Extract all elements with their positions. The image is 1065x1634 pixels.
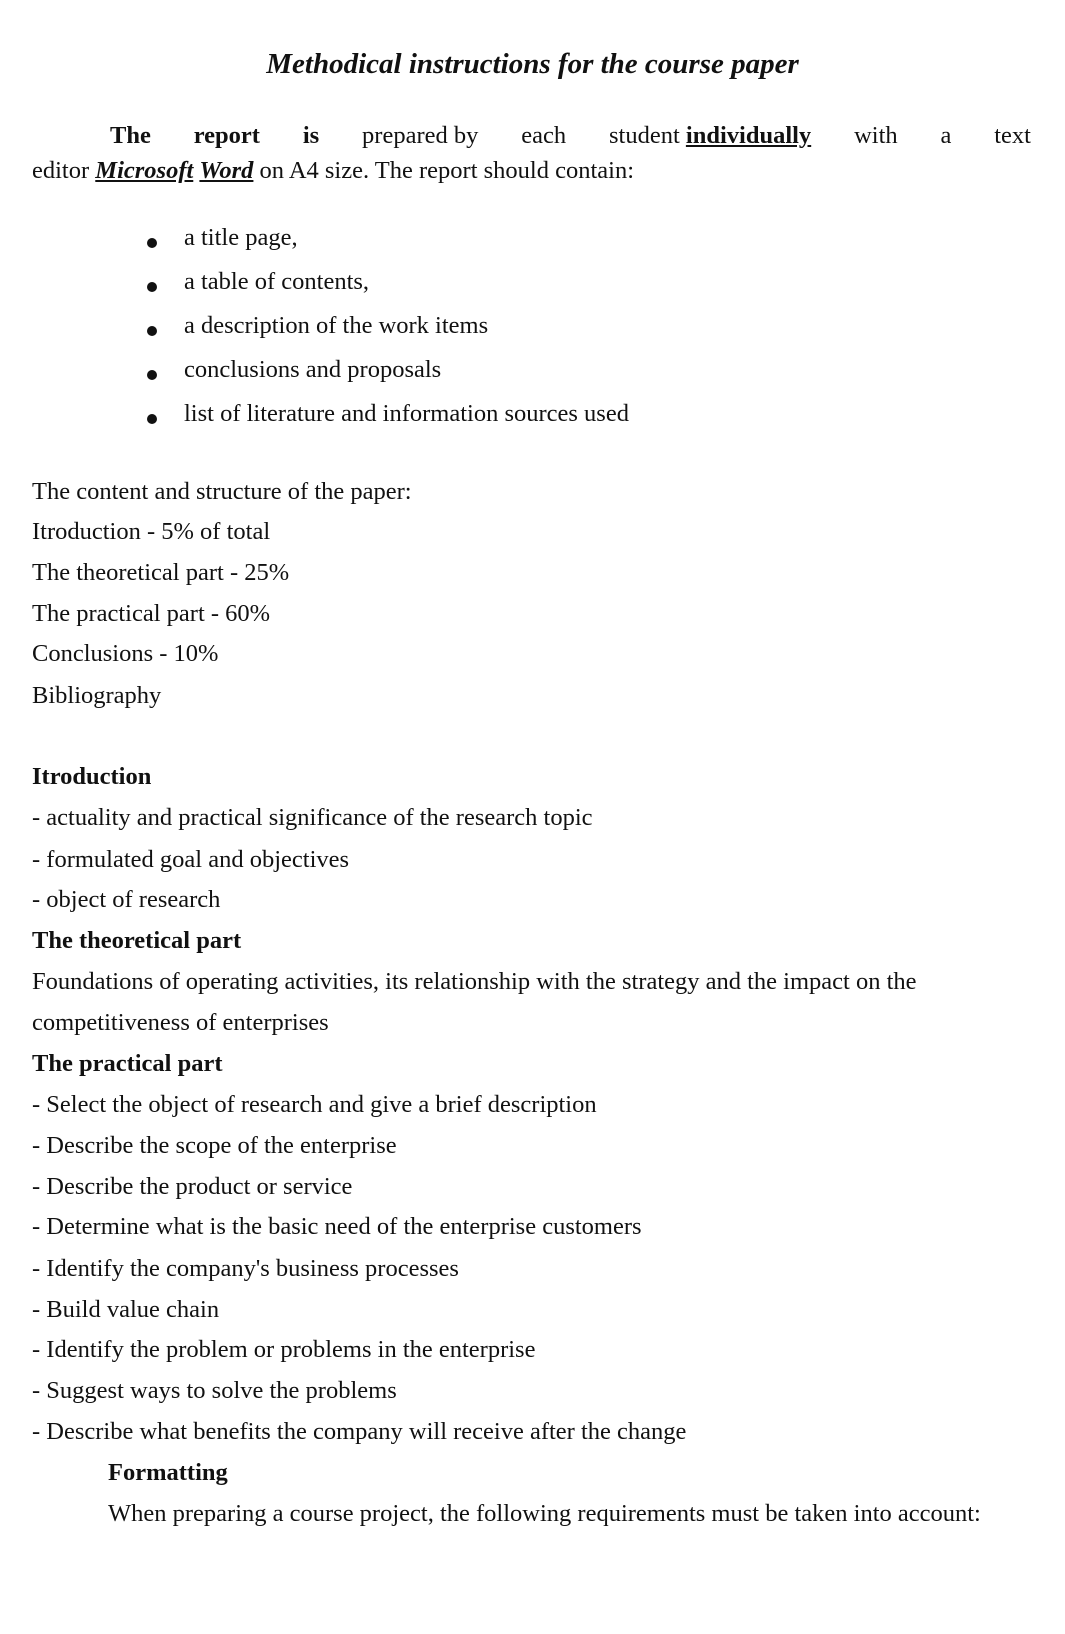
practical-item: - Suggest ways to solve the problems (32, 1377, 397, 1404)
structure-item: Itroduction - 5% of total (32, 518, 271, 545)
intro-text: on A4 size. The report should contain: (259, 157, 635, 184)
section-heading-practical: The practical part (32, 1050, 223, 1077)
intro-word: prepared by (362, 122, 479, 149)
theoretical-text: Foundations of operating activities, its relationship with the strategy and the impact on the (32, 968, 917, 995)
intro-word: student (608, 122, 680, 149)
section-heading-introduction: Itroduction (32, 763, 152, 790)
list-item: list of literature and information sources used (184, 400, 629, 427)
intro-word: is (302, 122, 320, 149)
intro-word-group (609, 122, 811, 150)
structure-item: Bibliography (32, 682, 162, 709)
intro-line-1 (110, 122, 1031, 150)
software-name-part: Word (199, 157, 254, 184)
introduction-item: - formulated goal and objectives (32, 846, 350, 873)
formatting-text: When preparing a course project, the following requirements must be taken into account: (108, 1500, 981, 1527)
introduction-item: - actuality and practical significance of the research topic (32, 804, 593, 831)
structure-heading: The content and structure of the paper: (32, 478, 412, 505)
intro-text: editor (32, 157, 90, 184)
practical-item: - Describe the product or service (32, 1173, 353, 1200)
software-name-part: Microsoft (95, 157, 194, 184)
practical-item: - Describe what benefits the company will receive after the change (32, 1418, 687, 1445)
document-title: Methodical instructions for the course paper (266, 48, 799, 80)
theoretical-text: competitiveness of enterprises (32, 1009, 329, 1036)
intro-word: a (940, 122, 952, 149)
practical-item: - Describe the scope of the enterprise (32, 1132, 397, 1159)
intro-word-emphasis: individually (685, 122, 812, 149)
structure-item: Conclusions - 10% (32, 640, 219, 667)
intro-word: text (994, 122, 1031, 149)
list-item: conclusions and proposals (184, 356, 442, 383)
structure-item: The theoretical part - 25% (32, 559, 290, 586)
practical-item: - Select the object of research and give a brief description (32, 1091, 597, 1118)
bullet-icon (147, 370, 157, 380)
bullet-icon (147, 414, 157, 424)
bullet-icon (147, 238, 157, 248)
list-item: a description of the work items (184, 312, 489, 339)
intro-word: The (110, 122, 151, 149)
introduction-item: - object of research (32, 886, 221, 913)
intro-word: report (193, 122, 260, 149)
bullet-icon (147, 282, 157, 292)
list-item: a table of contents, (184, 268, 370, 295)
intro-word: with (854, 122, 898, 149)
section-heading-formatting: Formatting (108, 1459, 228, 1486)
section-heading-theoretical: The theoretical part (32, 927, 242, 954)
intro-word: each (521, 122, 567, 149)
practical-item: - Determine what is the basic need of the enterprise customers (32, 1213, 642, 1240)
bullet-icon (147, 326, 157, 336)
practical-item: - Identify the problem or problems in the enterprise (32, 1336, 536, 1363)
structure-item: The practical part - 60% (32, 600, 271, 627)
practical-item: - Identify the company's business processes (32, 1255, 459, 1282)
list-item: a title page, (184, 224, 298, 251)
intro-line-2 (32, 157, 634, 185)
practical-item: - Build value chain (32, 1296, 220, 1323)
